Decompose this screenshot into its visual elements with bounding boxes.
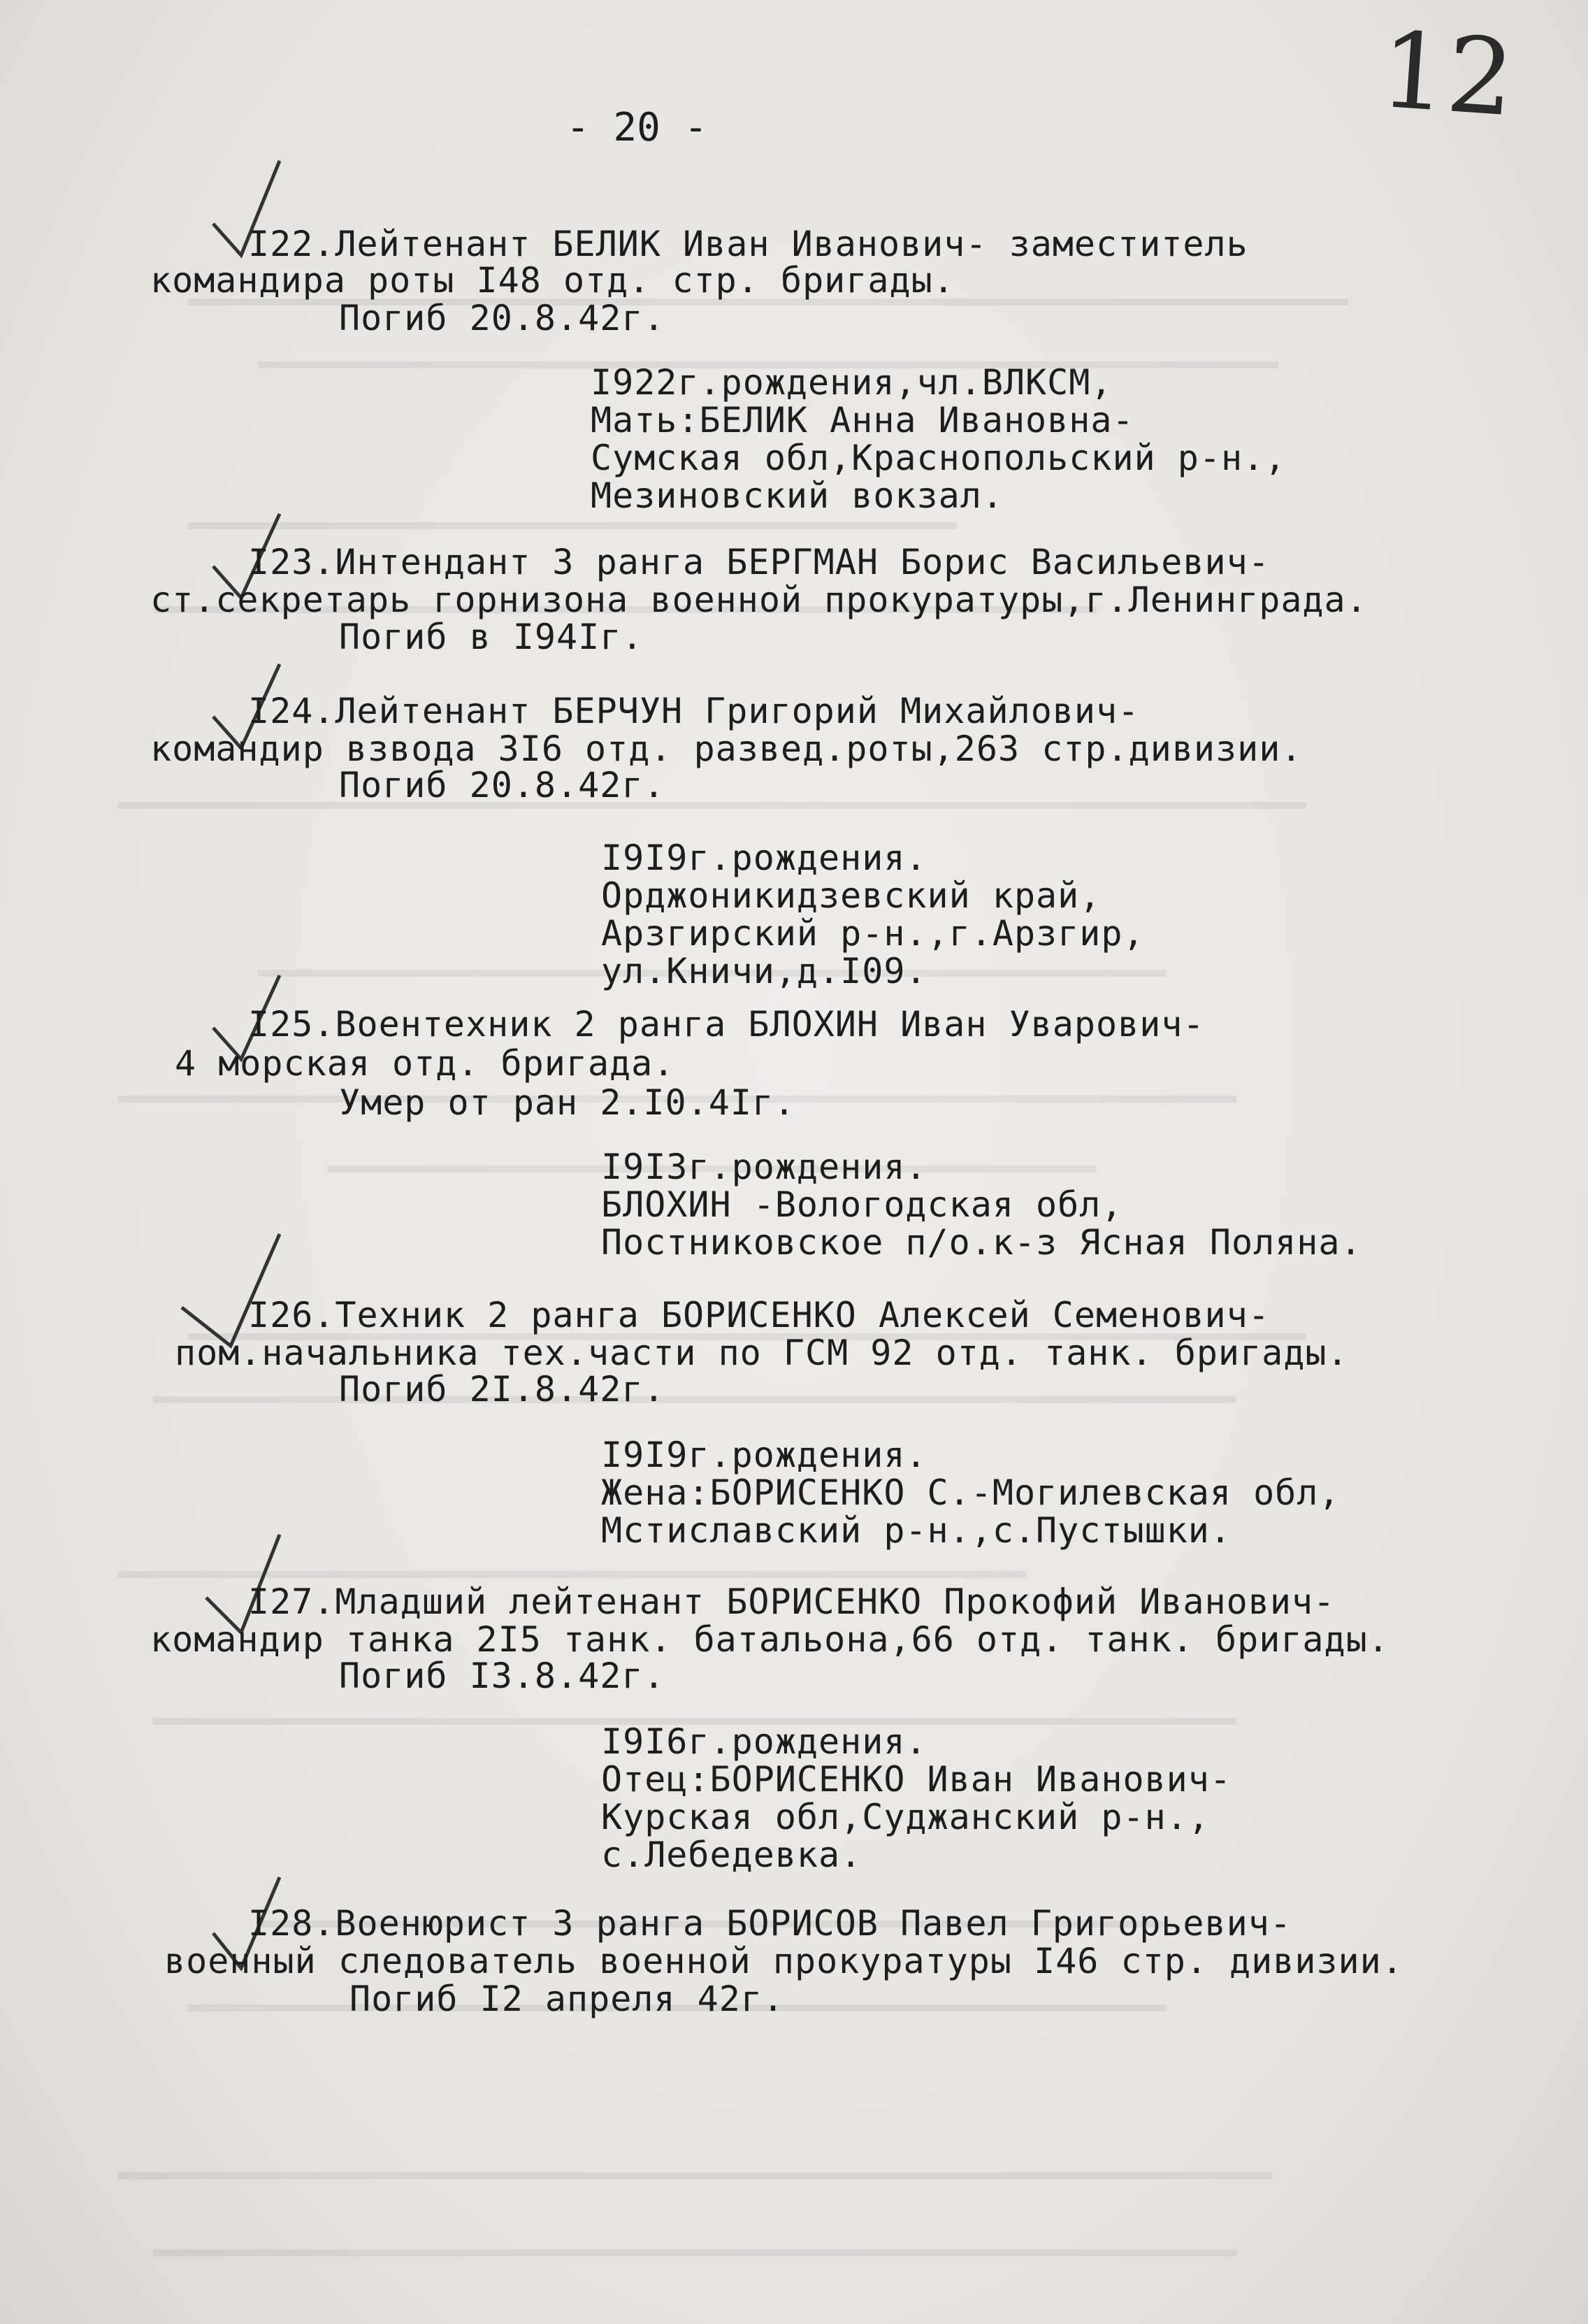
entry-heading: I25.Воентехник 2 ранга БЛОХИН Иван Уварович- [248,1004,1205,1045]
entry-detail: I9I6г.рождения. [601,1721,927,1762]
entry-detail: с.Лебедевка. [601,1835,862,1875]
entry-detail: БЛОХИН -Вологодская обл, [601,1184,1123,1225]
entry-continuation: командир танка 2I5 танк. батальона,66 отд. танк. бригады. [150,1619,1390,1660]
entry-continuation: 4 морская отд. бригада. [175,1043,675,1084]
entry-detail: Сумская обл,Краснопольский р-н., [591,438,1287,478]
entry-heading: I26.Техник 2 ранга БОРИСЕНКО Алексей Семенович- [248,1295,1270,1335]
entry-detail: Постниковское п/о.к-з Ясная Поляна. [601,1222,1362,1263]
entry-detail: Курская обл,Суджанский р-н., [601,1797,1210,1837]
entry-heading: I24.Лейтенант БЕРЧУН Григорий Михайлович- [248,691,1140,731]
entry-continuation: командира роты I48 отд. стр. бригады. [150,260,955,301]
entry-detail: I9I3г.рождения. [601,1147,927,1187]
entry-detail: I922г.рождения,чл.ВЛКСМ, [591,362,1113,403]
entry-detail: ул.Кничи,д.I09. [601,951,927,991]
entry-detail: Орджоникидзевский край, [601,875,1102,916]
entry-fate: Погиб 2I.8.42г. [339,1369,665,1410]
entry-detail: I9I9г.рождения. [601,838,927,878]
entry-continuation: командир взвода 3I6 отд. развед.роты,263 стр.дивизии. [150,729,1303,769]
entry-detail: Жена:БОРИСЕНКО С.-Могилевская обл, [601,1472,1341,1513]
entry-fate: Погиб 20.8.42г. [339,298,665,338]
entry-fate: Умер от ран 2.I0.4Iг. [339,1082,796,1123]
entry-continuation: пом.начальника тех.части по ГСМ 92 отд. танк. бригады. [175,1333,1349,1373]
entry-detail: Мезиновский вокзал. [591,475,1004,516]
entry-detail: I9I9г.рождения. [601,1435,927,1475]
entry-heading: I23.Интендант 3 ранга БЕРГМАН Борис Васильевич- [248,542,1270,582]
entry-fate: Погиб I2 апреля 42г. [349,1979,785,2019]
sheet-number: 12 [1376,9,1518,141]
entry-fate: Погиб 20.8.42г. [339,765,665,805]
page-number: - 20 - [566,105,708,150]
entry-detail: Арзгирский р-н.,г.Арзгир, [601,913,1145,954]
entry-detail: Мать:БЕЛИК Анна Ивановна- [591,400,1134,440]
entry-detail: Мстиславский р-н.,с.Пустышки. [601,1510,1232,1551]
entry-heading: I28.Военюрист 3 ранга БОРИСОВ Павел Григорьевич- [248,1903,1292,1944]
entry-continuation: военный следователь военной прокуратуры I46 стр. дивизии. [164,1941,1403,1981]
entry-detail: Отец:БОРИСЕНКО Иван Иванович- [601,1759,1232,1800]
entry-heading: I22.Лейтенант БЕЛИК Иван Иванович- заместитель [248,224,1248,264]
entry-fate: Погиб в I94Iг. [339,617,644,657]
entry-heading: I27.Младший лейтенант БОРИСЕНКО Прокофий Иванович- [248,1581,1336,1622]
entry-fate: Погиб I3.8.42г. [339,1656,665,1696]
entry-continuation: ст.секретарь горнизона военной прокуратуры,г.Ленинграда. [150,580,1368,620]
